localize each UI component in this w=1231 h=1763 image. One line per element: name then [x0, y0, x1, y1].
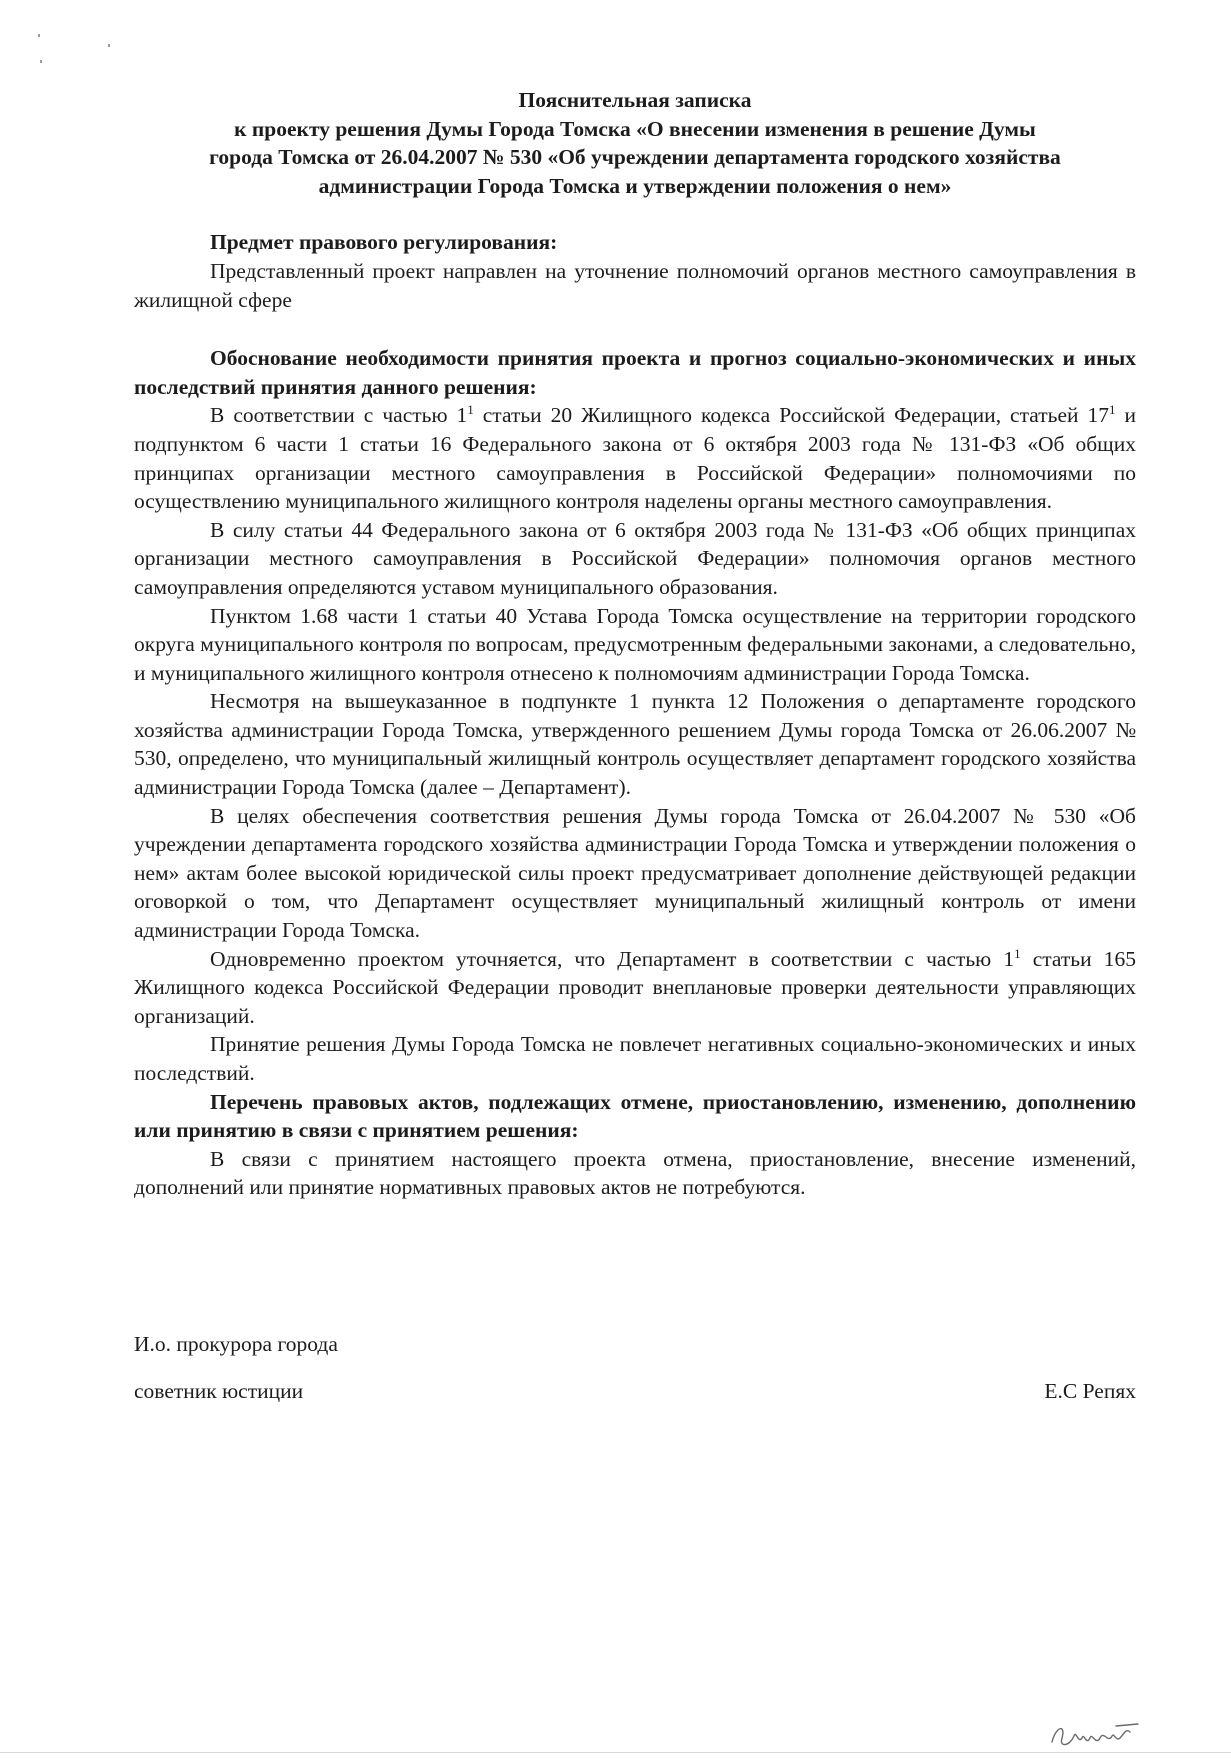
paragraph-charter: Пунктом 1.68 части 1 статьи 40 Устава Города Томска осуществление на территории городского округа муниципального контроля по вопросам, предусмотренным федеральными законами, а следовательно, и муниципального жилищного контроля отнесено к полномочиям администрации Города Томска.: [134, 603, 1136, 685]
signer-position-line2: советник юстиции: [134, 1378, 304, 1403]
title-line: к проекту решения Думы Города Томска «О внесении изменения в решение Думы: [234, 116, 1036, 141]
text-segment: В соответствии с частью 1: [210, 403, 468, 428]
paragraph-housing-code: [134, 401, 1136, 515]
paragraph-consequences: Принятие решения Думы Города Томска не повлечет негативных социально-экономических и иных последствий.: [134, 1032, 1136, 1085]
text-segment: статьи 20 Жилищного кодекса Российской Федерации, статьей 17: [473, 403, 1109, 428]
superscript: 1: [1014, 945, 1021, 961]
section-heading-justification: Обоснование необходимости принятия проекта и прогноз социально-экономических и иных последствий принятия данного решения:: [134, 346, 1136, 399]
paragraph-acts: В связи с принятием настоящего проекта отмена, приостановление, внесение изменений, дополнений или принятие нормативных правовых актов не потребуются.: [134, 1146, 1136, 1200]
scan-edge: [0, 1752, 1231, 1753]
text-segment: и подпунктом 6 части 1 статьи 16 Федерального закона от 6 октября 2003 года № 131-ФЗ «Об общих принципах организации местного самоуправления в Российской Федерации» полномочиями по осуществлению муниципального жилищного контроля наделены органы местного самоуправления.: [134, 403, 1136, 514]
superscript: 1: [467, 402, 474, 418]
scan-artifact: [38, 34, 40, 37]
document-title: [134, 86, 1136, 200]
text-segment: Одновременно проектом уточняется, что Департамент в соответствии с частью 1: [210, 946, 1015, 971]
scan-artifact: [108, 44, 110, 47]
document-body: [134, 86, 1136, 1202]
paragraph-inspections: [134, 945, 1136, 1031]
paragraph-compliance: В целях обеспечения соответствия решения Думы города Томска от 26.04.2007 № 530 «Об учреждении департамента городского хозяйства администрации Города Томска и утверждении положения о нем» актам более высокой юридической силы проект предусматривает дополнение действующей редакции оговоркой о том, что Департамент осуществляет муниципальный жилищный контроль от имени администрации Города Томска.: [134, 803, 1136, 943]
paragraph-regulation: Несмотря на вышеуказанное в подпункте 1 пункта 12 Положения о департаменте городского хозяйства администрации Города Томска, утвержденного решением Думы города Томска от 26.06.2007 № 530, определено, что муниципальный жилищный контроль осуществляет департамент городского хозяйства администрации Города Томска (далее – Департамент).: [134, 689, 1136, 800]
title-line: администрации Города Томска и утверждении положения о нем»: [318, 173, 952, 198]
signature-block: [134, 1330, 1136, 1405]
title-line: Пояснительная записка: [518, 88, 752, 112]
title-line: города Томска от 26.04.2007 № 530 «Об учреждении департамента городского хозяйства: [209, 145, 1061, 170]
section-heading-acts: Перечень правовых актов, подлежащих отмене, приостановлению, изменению, дополнению или принятию в связи с принятием решения:: [134, 1089, 1136, 1143]
text-segment: статьи 165 Жилищного кодекса Российской Федерации проводит внеплановые проверки деятельности управляющих организаций.: [134, 946, 1136, 1028]
superscript: 1: [1109, 402, 1116, 418]
paragraph-article-44: В силу статьи 44 Федерального закона от 6 октября 2003 года № 131-ФЗ «Об общих принципах организации местного самоуправления в Российской Федерации» полномочия органов местного самоуправления определяются уставом муниципального образования.: [134, 517, 1136, 599]
signer-name: Е.С Репях: [1044, 1378, 1136, 1403]
paragraph-subject: Представленный проект направлен на уточнение полномочий органов местного самоуправления в жилищной сфере: [134, 258, 1136, 312]
handwritten-initials: [1046, 1716, 1146, 1756]
section-heading-subject: Предмет правового регулирования:: [210, 230, 558, 255]
scan-artifact: [40, 60, 42, 63]
signer-position-line1: И.о. прокурора города: [134, 1332, 338, 1356]
